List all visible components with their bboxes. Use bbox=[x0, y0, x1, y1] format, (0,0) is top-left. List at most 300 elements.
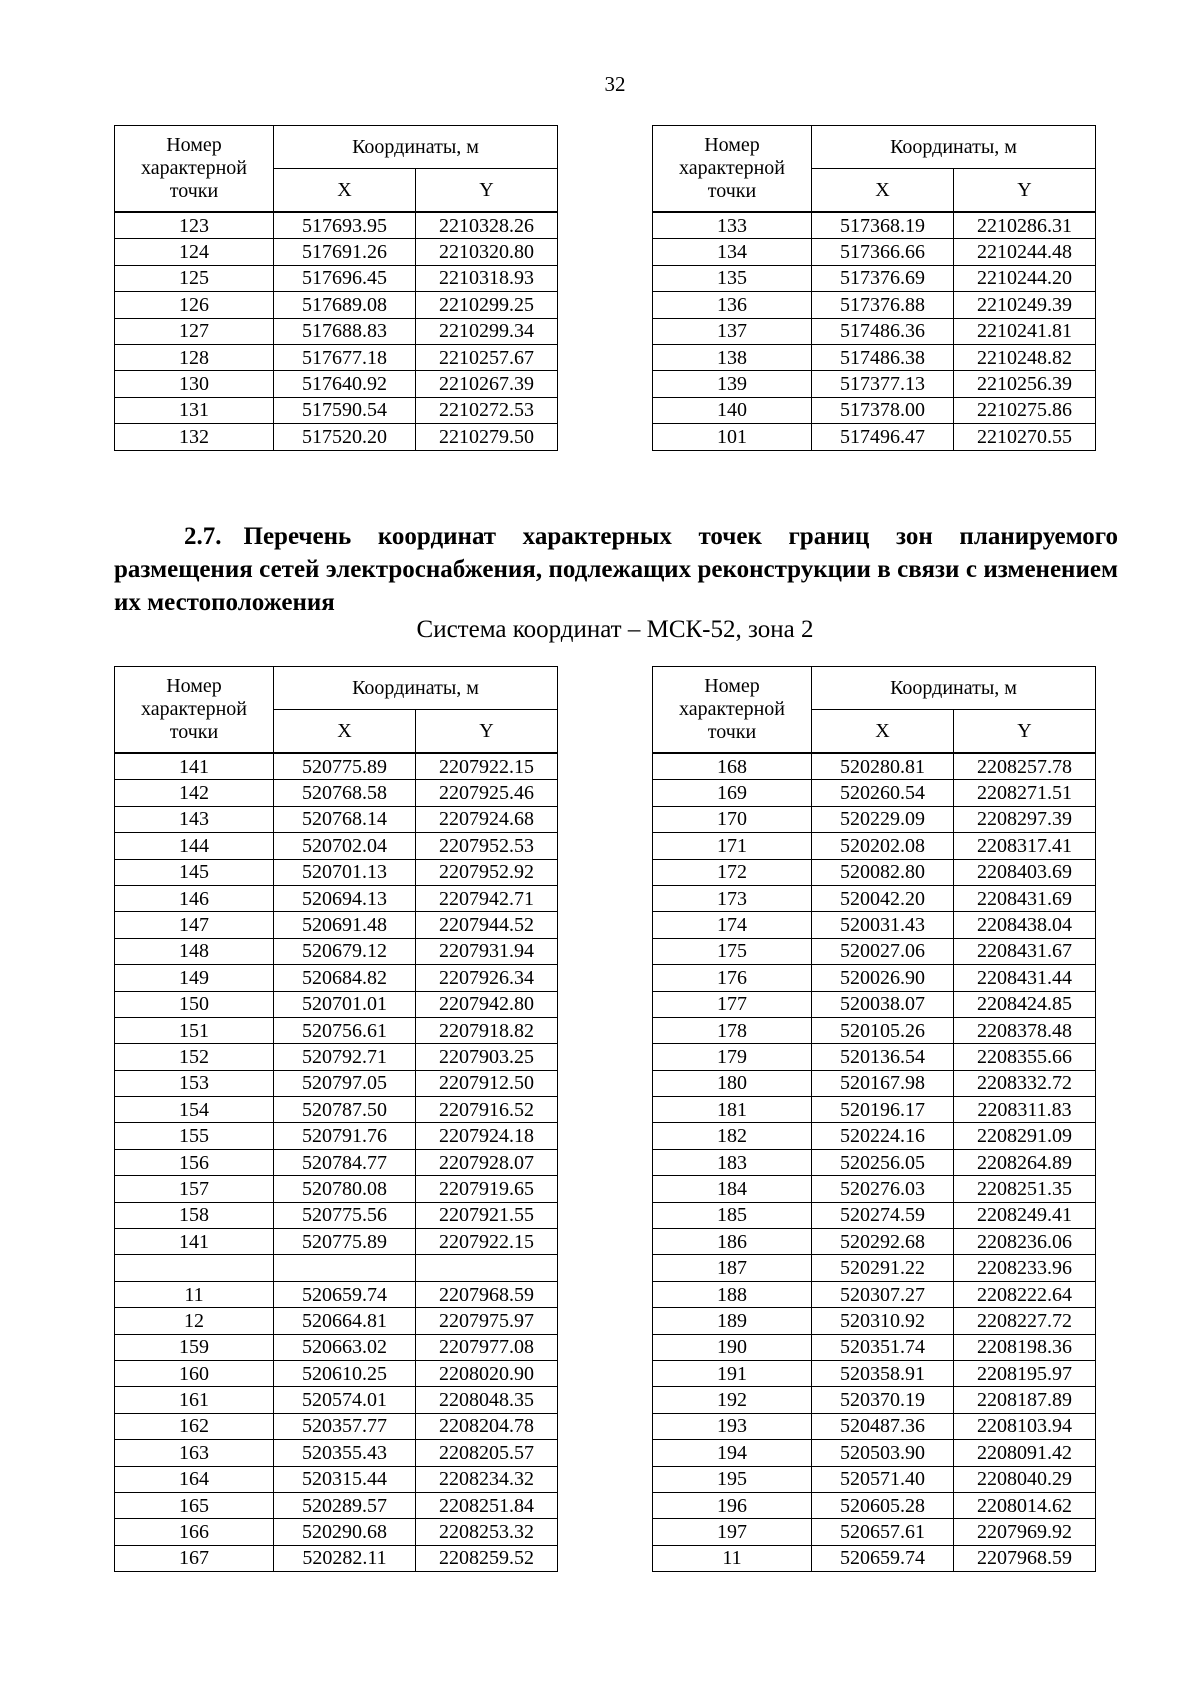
y-coordinate-cell: 2208438.04 bbox=[954, 912, 1096, 938]
point-number-cell: 152 bbox=[115, 1044, 274, 1070]
x-coordinate-cell: 520702.04 bbox=[274, 833, 416, 859]
point-number-cell: 166 bbox=[115, 1519, 274, 1545]
table-row bbox=[115, 1545, 558, 1571]
y-coordinate-cell: 2208205.57 bbox=[416, 1440, 558, 1466]
y-coordinate-cell: 2210248.82 bbox=[954, 344, 1096, 370]
table-row bbox=[115, 1519, 558, 1545]
y-coordinate-cell: 2208014.62 bbox=[954, 1492, 1096, 1518]
header-x: X bbox=[274, 710, 416, 754]
point-number-cell: 130 bbox=[115, 371, 274, 397]
x-coordinate-cell: 520136.54 bbox=[812, 1044, 954, 1070]
header-point-number: Номер характерной точки bbox=[115, 126, 274, 213]
x-coordinate-cell: 517377.13 bbox=[812, 371, 954, 397]
section-title: Перечень координат характерных точек границ зон планируемого размещения сетей электроснабжения, подлежащих реконструкции в связи с изменением их местоположения bbox=[114, 523, 1118, 616]
table-row bbox=[653, 1255, 1096, 1281]
x-coordinate-cell: 520487.36 bbox=[812, 1413, 954, 1439]
y-coordinate-cell: 2207924.68 bbox=[416, 806, 558, 832]
x-coordinate-cell: 517696.45 bbox=[274, 265, 416, 291]
y-coordinate-cell: 2210244.48 bbox=[954, 239, 1096, 265]
x-coordinate-cell: 520775.89 bbox=[274, 1229, 416, 1255]
point-number-cell: 171 bbox=[653, 833, 812, 859]
point-number-cell: 195 bbox=[653, 1466, 812, 1492]
point-number-cell: 134 bbox=[653, 239, 812, 265]
point-number-cell: 184 bbox=[653, 1176, 812, 1202]
x-coordinate-cell: 520775.89 bbox=[274, 753, 416, 780]
table-row bbox=[653, 833, 1096, 859]
x-coordinate-cell: 520792.71 bbox=[274, 1044, 416, 1070]
point-number-cell: 191 bbox=[653, 1360, 812, 1386]
section-heading bbox=[114, 520, 1118, 619]
y-coordinate-cell: 2208251.84 bbox=[416, 1492, 558, 1518]
y-coordinate-cell: 2210299.34 bbox=[416, 318, 558, 344]
x-coordinate-cell: 520256.05 bbox=[812, 1149, 954, 1175]
table-row bbox=[653, 1229, 1096, 1255]
coordinates-table-top-right bbox=[652, 125, 1096, 451]
point-number-cell: 143 bbox=[115, 806, 274, 832]
table-row bbox=[115, 1017, 558, 1043]
y-coordinate-cell: 2207921.55 bbox=[416, 1202, 558, 1228]
table-row bbox=[115, 1387, 558, 1413]
point-number-cell: 180 bbox=[653, 1070, 812, 1096]
x-coordinate-cell: 520610.25 bbox=[274, 1360, 416, 1386]
table-row bbox=[115, 753, 558, 780]
point-number-cell: 192 bbox=[653, 1387, 812, 1413]
table-row bbox=[653, 885, 1096, 911]
table-row bbox=[653, 265, 1096, 291]
x-coordinate-cell: 520663.02 bbox=[274, 1334, 416, 1360]
header-x: X bbox=[812, 169, 954, 213]
x-coordinate-cell: 520307.27 bbox=[812, 1281, 954, 1307]
table-row bbox=[115, 1466, 558, 1492]
x-coordinate-cell: 520775.56 bbox=[274, 1202, 416, 1228]
y-coordinate-cell: 2210286.31 bbox=[954, 212, 1096, 239]
table-row bbox=[653, 1519, 1096, 1545]
x-coordinate-cell: 520167.98 bbox=[812, 1070, 954, 1096]
table-row bbox=[115, 1149, 558, 1175]
table-row bbox=[653, 212, 1096, 239]
point-number-cell: 124 bbox=[115, 239, 274, 265]
x-coordinate-cell: 520659.74 bbox=[812, 1545, 954, 1571]
y-coordinate-cell: 2207912.50 bbox=[416, 1070, 558, 1096]
x-coordinate-cell: 520196.17 bbox=[812, 1097, 954, 1123]
table-row bbox=[115, 397, 558, 423]
table-row bbox=[115, 1176, 558, 1202]
x-coordinate-cell: 520701.01 bbox=[274, 991, 416, 1017]
y-coordinate-cell: 2208040.29 bbox=[954, 1466, 1096, 1492]
x-coordinate-cell: 520503.90 bbox=[812, 1440, 954, 1466]
x-coordinate-cell: 520694.13 bbox=[274, 885, 416, 911]
table-row bbox=[653, 1492, 1096, 1518]
x-coordinate-cell: 520026.90 bbox=[812, 965, 954, 991]
y-coordinate-cell: 2207925.46 bbox=[416, 780, 558, 806]
point-number-cell: 128 bbox=[115, 344, 274, 370]
point-number-cell: 189 bbox=[653, 1308, 812, 1334]
point-number-cell: 172 bbox=[653, 859, 812, 885]
x-coordinate-cell: 517376.88 bbox=[812, 292, 954, 318]
y-coordinate-cell: 2208091.42 bbox=[954, 1440, 1096, 1466]
table-row bbox=[115, 1413, 558, 1439]
y-coordinate-cell: 2208204.78 bbox=[416, 1413, 558, 1439]
table-row bbox=[115, 965, 558, 991]
table-row bbox=[115, 1492, 558, 1518]
y-coordinate-cell: 2207922.15 bbox=[416, 753, 558, 780]
x-coordinate-cell: 520791.76 bbox=[274, 1123, 416, 1149]
table-row bbox=[653, 753, 1096, 780]
table-row bbox=[653, 912, 1096, 938]
y-coordinate-cell: 2207903.25 bbox=[416, 1044, 558, 1070]
y-coordinate-cell: 2210244.20 bbox=[954, 265, 1096, 291]
coordinates-table-bottom-left bbox=[114, 666, 558, 1572]
y-coordinate-cell: 2210318.93 bbox=[416, 265, 558, 291]
y-coordinate-cell: 2210256.39 bbox=[954, 371, 1096, 397]
x-coordinate-cell: 520691.48 bbox=[274, 912, 416, 938]
header-x: X bbox=[812, 710, 954, 754]
table-row bbox=[115, 885, 558, 911]
table-row bbox=[653, 965, 1096, 991]
x-coordinate-cell: 520358.91 bbox=[812, 1360, 954, 1386]
x-coordinate-cell: 517376.69 bbox=[812, 265, 954, 291]
x-coordinate-cell: 520787.50 bbox=[274, 1097, 416, 1123]
y-coordinate-cell: 2207924.18 bbox=[416, 1123, 558, 1149]
y-coordinate-cell: 2207931.94 bbox=[416, 938, 558, 964]
point-number-cell: 12 bbox=[115, 1308, 274, 1334]
x-coordinate-cell: 520291.22 bbox=[812, 1255, 954, 1281]
y-coordinate-cell: 2207919.65 bbox=[416, 1176, 558, 1202]
x-coordinate-cell: 517496.47 bbox=[812, 424, 954, 450]
table-row bbox=[115, 1281, 558, 1307]
point-number-cell: 174 bbox=[653, 912, 812, 938]
table-row bbox=[653, 424, 1096, 450]
table-row bbox=[115, 318, 558, 344]
x-coordinate-cell: 520605.28 bbox=[812, 1492, 954, 1518]
y-coordinate-cell: 2208424.85 bbox=[954, 991, 1096, 1017]
point-number-cell: 163 bbox=[115, 1440, 274, 1466]
table-row bbox=[115, 1202, 558, 1228]
x-coordinate-cell: 520780.08 bbox=[274, 1176, 416, 1202]
table-row bbox=[653, 1017, 1096, 1043]
y-coordinate-cell: 2208020.90 bbox=[416, 1360, 558, 1386]
point-number-cell: 182 bbox=[653, 1123, 812, 1149]
point-number-cell: 187 bbox=[653, 1255, 812, 1281]
x-coordinate-cell: 520042.20 bbox=[812, 885, 954, 911]
x-coordinate-cell: 520756.61 bbox=[274, 1017, 416, 1043]
y-coordinate-cell: 2208233.96 bbox=[954, 1255, 1096, 1281]
y-coordinate-cell: 2208271.51 bbox=[954, 780, 1096, 806]
point-number-cell: 170 bbox=[653, 806, 812, 832]
y-coordinate-cell: 2208431.69 bbox=[954, 885, 1096, 911]
point-number-cell: 132 bbox=[115, 424, 274, 450]
x-coordinate-cell: 517486.36 bbox=[812, 318, 954, 344]
y-coordinate-cell: 2208378.48 bbox=[954, 1017, 1096, 1043]
point-number-cell: 149 bbox=[115, 965, 274, 991]
y-coordinate-cell: 2210267.39 bbox=[416, 371, 558, 397]
table-row bbox=[115, 833, 558, 859]
table-row bbox=[653, 859, 1096, 885]
y-coordinate-cell: 2208317.41 bbox=[954, 833, 1096, 859]
point-number-cell bbox=[115, 1255, 274, 1281]
point-number-cell: 156 bbox=[115, 1149, 274, 1175]
x-coordinate-cell: 520105.26 bbox=[812, 1017, 954, 1043]
header-y: Y bbox=[954, 169, 1096, 213]
point-number-cell: 137 bbox=[653, 318, 812, 344]
x-coordinate-cell: 520031.43 bbox=[812, 912, 954, 938]
table-row bbox=[115, 1123, 558, 1149]
table-row bbox=[653, 1308, 1096, 1334]
y-coordinate-cell: 2208253.32 bbox=[416, 1519, 558, 1545]
point-number-cell: 142 bbox=[115, 780, 274, 806]
point-number-cell: 179 bbox=[653, 1044, 812, 1070]
y-coordinate-cell: 2208103.94 bbox=[954, 1413, 1096, 1439]
y-coordinate-cell: 2208195.97 bbox=[954, 1360, 1096, 1386]
table-row bbox=[653, 1097, 1096, 1123]
x-coordinate-cell: 517366.66 bbox=[812, 239, 954, 265]
table-row bbox=[115, 239, 558, 265]
y-coordinate-cell: 2207942.71 bbox=[416, 885, 558, 911]
coordinates-table-bottom-right bbox=[652, 666, 1096, 1572]
y-coordinate-cell: 2208311.83 bbox=[954, 1097, 1096, 1123]
x-coordinate-cell: 517590.54 bbox=[274, 397, 416, 423]
table-row bbox=[653, 1387, 1096, 1413]
y-coordinate-cell: 2210257.67 bbox=[416, 344, 558, 370]
x-coordinate-cell: 520202.08 bbox=[812, 833, 954, 859]
x-coordinate-cell: 520768.14 bbox=[274, 806, 416, 832]
point-number-cell: 141 bbox=[115, 753, 274, 780]
point-number-cell: 165 bbox=[115, 1492, 274, 1518]
y-coordinate-cell: 2210275.86 bbox=[954, 397, 1096, 423]
point-number-cell: 196 bbox=[653, 1492, 812, 1518]
point-number-cell: 11 bbox=[653, 1545, 812, 1571]
table-row bbox=[653, 1413, 1096, 1439]
point-number-cell: 148 bbox=[115, 938, 274, 964]
header-y: Y bbox=[416, 710, 558, 754]
y-coordinate-cell: 2207922.15 bbox=[416, 1229, 558, 1255]
y-coordinate-cell: 2208236.06 bbox=[954, 1229, 1096, 1255]
x-coordinate-cell: 520282.11 bbox=[274, 1545, 416, 1571]
x-coordinate-cell: 520784.77 bbox=[274, 1149, 416, 1175]
point-number-cell: 169 bbox=[653, 780, 812, 806]
point-number-cell: 133 bbox=[653, 212, 812, 239]
point-number-cell: 190 bbox=[653, 1334, 812, 1360]
point-number-cell: 135 bbox=[653, 265, 812, 291]
header-coordinates: Координаты, м bbox=[812, 667, 1096, 710]
x-coordinate-cell: 517640.92 bbox=[274, 371, 416, 397]
header-y: Y bbox=[416, 169, 558, 213]
x-coordinate-cell: 520310.92 bbox=[812, 1308, 954, 1334]
x-coordinate-cell: 520679.12 bbox=[274, 938, 416, 964]
table-row bbox=[115, 1070, 558, 1096]
x-coordinate-cell: 517693.95 bbox=[274, 212, 416, 239]
table-row bbox=[653, 1070, 1096, 1096]
x-coordinate-cell: 520768.58 bbox=[274, 780, 416, 806]
table-row bbox=[115, 424, 558, 450]
table-row bbox=[115, 1334, 558, 1360]
y-coordinate-cell: 2208257.78 bbox=[954, 753, 1096, 780]
point-number-cell: 153 bbox=[115, 1070, 274, 1096]
table-row bbox=[653, 1466, 1096, 1492]
page-number: 32 bbox=[604, 72, 626, 96]
x-coordinate-cell: 520027.06 bbox=[812, 938, 954, 964]
table-row bbox=[115, 1360, 558, 1386]
x-coordinate-cell: 520224.16 bbox=[812, 1123, 954, 1149]
point-number-cell: 155 bbox=[115, 1123, 274, 1149]
y-coordinate-cell: 2208249.41 bbox=[954, 1202, 1096, 1228]
table-row bbox=[115, 1229, 558, 1255]
table-row bbox=[115, 344, 558, 370]
point-number-cell: 136 bbox=[653, 292, 812, 318]
point-number-cell: 168 bbox=[653, 753, 812, 780]
point-number-cell: 154 bbox=[115, 1097, 274, 1123]
x-coordinate-cell: 520571.40 bbox=[812, 1466, 954, 1492]
table-row bbox=[653, 1149, 1096, 1175]
table-row bbox=[115, 292, 558, 318]
header-x: X bbox=[274, 169, 416, 213]
point-number-cell: 162 bbox=[115, 1413, 274, 1439]
table-row bbox=[653, 1440, 1096, 1466]
table-row bbox=[115, 859, 558, 885]
point-number-cell: 139 bbox=[653, 371, 812, 397]
y-coordinate-cell: 2208264.89 bbox=[954, 1149, 1096, 1175]
y-coordinate-cell: 2210328.26 bbox=[416, 212, 558, 239]
y-coordinate-cell: 2207928.07 bbox=[416, 1149, 558, 1175]
table-row bbox=[115, 371, 558, 397]
y-coordinate-cell: 2208403.69 bbox=[954, 859, 1096, 885]
table-row bbox=[653, 397, 1096, 423]
x-coordinate-cell: 520038.07 bbox=[812, 991, 954, 1017]
y-coordinate-cell: 2208234.32 bbox=[416, 1466, 558, 1492]
y-coordinate-cell: 2207952.92 bbox=[416, 859, 558, 885]
point-number-cell: 176 bbox=[653, 965, 812, 991]
x-coordinate-cell bbox=[274, 1255, 416, 1281]
y-coordinate-cell: 2207977.08 bbox=[416, 1334, 558, 1360]
table-row bbox=[653, 239, 1096, 265]
y-coordinate-cell: 2210249.39 bbox=[954, 292, 1096, 318]
y-coordinate-cell: 2210272.53 bbox=[416, 397, 558, 423]
y-coordinate-cell: 2207916.52 bbox=[416, 1097, 558, 1123]
table-row bbox=[653, 292, 1096, 318]
coordinates-table-top-left bbox=[114, 125, 558, 451]
y-coordinate-cell: 2207969.92 bbox=[954, 1519, 1096, 1545]
table-row bbox=[653, 806, 1096, 832]
point-number-cell: 144 bbox=[115, 833, 274, 859]
x-coordinate-cell: 517520.20 bbox=[274, 424, 416, 450]
table-row bbox=[653, 780, 1096, 806]
point-number-cell: 127 bbox=[115, 318, 274, 344]
point-number-cell: 177 bbox=[653, 991, 812, 1017]
point-number-cell: 161 bbox=[115, 1387, 274, 1413]
table-row bbox=[115, 1255, 558, 1281]
point-number-cell: 175 bbox=[653, 938, 812, 964]
point-number-cell: 185 bbox=[653, 1202, 812, 1228]
point-number-cell: 126 bbox=[115, 292, 274, 318]
y-coordinate-cell: 2208297.39 bbox=[954, 806, 1096, 832]
point-number-cell: 151 bbox=[115, 1017, 274, 1043]
table-row bbox=[115, 806, 558, 832]
point-number-cell: 197 bbox=[653, 1519, 812, 1545]
point-number-cell: 157 bbox=[115, 1176, 274, 1202]
table-row bbox=[115, 912, 558, 938]
table-row bbox=[115, 265, 558, 291]
point-number-cell: 159 bbox=[115, 1334, 274, 1360]
header-y: Y bbox=[954, 710, 1096, 754]
table-row bbox=[653, 1123, 1096, 1149]
point-number-cell: 173 bbox=[653, 885, 812, 911]
table-row bbox=[653, 938, 1096, 964]
point-number-cell: 146 bbox=[115, 885, 274, 911]
point-number-cell: 131 bbox=[115, 397, 274, 423]
point-number-cell: 167 bbox=[115, 1545, 274, 1571]
point-number-cell: 150 bbox=[115, 991, 274, 1017]
x-coordinate-cell: 517677.18 bbox=[274, 344, 416, 370]
point-number-cell: 188 bbox=[653, 1281, 812, 1307]
x-coordinate-cell: 520274.59 bbox=[812, 1202, 954, 1228]
x-coordinate-cell: 520315.44 bbox=[274, 1466, 416, 1492]
header-coordinates: Координаты, м bbox=[274, 667, 558, 710]
table-row bbox=[653, 1360, 1096, 1386]
y-coordinate-cell: 2208259.52 bbox=[416, 1545, 558, 1571]
y-coordinate-cell: 2210320.80 bbox=[416, 239, 558, 265]
y-coordinate-cell: 2210270.55 bbox=[954, 424, 1096, 450]
x-coordinate-cell: 520290.68 bbox=[274, 1519, 416, 1545]
y-coordinate-cell: 2208431.44 bbox=[954, 965, 1096, 991]
x-coordinate-cell: 517486.38 bbox=[812, 344, 954, 370]
x-coordinate-cell: 520701.13 bbox=[274, 859, 416, 885]
y-coordinate-cell: 2208355.66 bbox=[954, 1044, 1096, 1070]
table-row bbox=[115, 991, 558, 1017]
point-number-cell: 194 bbox=[653, 1440, 812, 1466]
y-coordinate-cell: 2208251.35 bbox=[954, 1176, 1096, 1202]
table-row bbox=[653, 318, 1096, 344]
x-coordinate-cell: 520292.68 bbox=[812, 1229, 954, 1255]
y-coordinate-cell: 2207952.53 bbox=[416, 833, 558, 859]
point-number-cell: 183 bbox=[653, 1149, 812, 1175]
x-coordinate-cell: 517688.83 bbox=[274, 318, 416, 344]
header-point-number: Номер характерной точки bbox=[653, 667, 812, 754]
header-point-number: Номер характерной точки bbox=[653, 126, 812, 213]
y-coordinate-cell: 2208198.36 bbox=[954, 1334, 1096, 1360]
section-number: 2.7. bbox=[184, 523, 222, 550]
x-coordinate-cell: 520276.03 bbox=[812, 1176, 954, 1202]
point-number-cell: 181 bbox=[653, 1097, 812, 1123]
x-coordinate-cell: 520797.05 bbox=[274, 1070, 416, 1096]
table-row bbox=[115, 1044, 558, 1070]
header-coordinates: Координаты, м bbox=[274, 126, 558, 169]
y-coordinate-cell: 2208222.64 bbox=[954, 1281, 1096, 1307]
y-coordinate-cell bbox=[416, 1255, 558, 1281]
table-row bbox=[653, 1545, 1096, 1571]
table-row bbox=[653, 1202, 1096, 1228]
point-number-cell: 160 bbox=[115, 1360, 274, 1386]
x-coordinate-cell: 520684.82 bbox=[274, 965, 416, 991]
table-row bbox=[115, 780, 558, 806]
y-coordinate-cell: 2208431.67 bbox=[954, 938, 1096, 964]
table-row bbox=[115, 1097, 558, 1123]
point-number-cell: 193 bbox=[653, 1413, 812, 1439]
x-coordinate-cell: 520355.43 bbox=[274, 1440, 416, 1466]
y-coordinate-cell: 2210241.81 bbox=[954, 318, 1096, 344]
x-coordinate-cell: 520657.61 bbox=[812, 1519, 954, 1545]
point-number-cell: 125 bbox=[115, 265, 274, 291]
point-number-cell: 101 bbox=[653, 424, 812, 450]
x-coordinate-cell: 520289.57 bbox=[274, 1492, 416, 1518]
point-number-cell: 186 bbox=[653, 1229, 812, 1255]
table-row bbox=[653, 371, 1096, 397]
table-row bbox=[115, 212, 558, 239]
y-coordinate-cell: 2208048.35 bbox=[416, 1387, 558, 1413]
table-row bbox=[115, 938, 558, 964]
x-coordinate-cell: 520659.74 bbox=[274, 1281, 416, 1307]
table-row bbox=[653, 344, 1096, 370]
y-coordinate-cell: 2207968.59 bbox=[416, 1281, 558, 1307]
